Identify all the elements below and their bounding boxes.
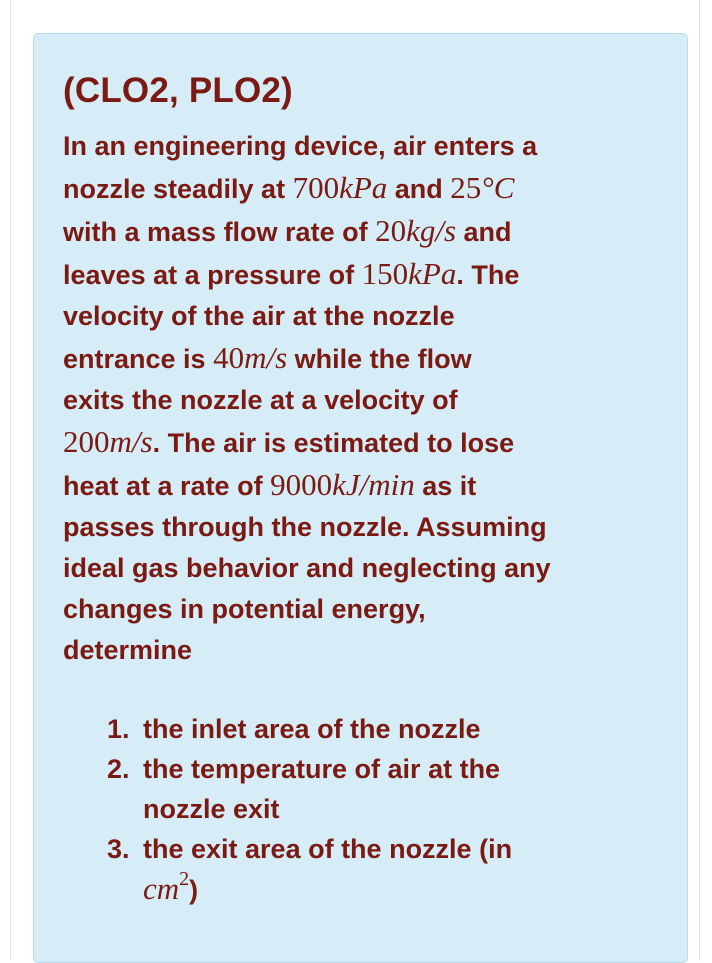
text-line [63, 126, 663, 167]
text-line [63, 380, 663, 421]
question-content [63, 66, 663, 910]
list-item [107, 829, 663, 910]
math-exit-velocity: 200m/s [63, 424, 153, 459]
text-line [63, 296, 663, 337]
line-text: entrance is [63, 344, 214, 374]
list-item-text: the inlet area of the nozzle [143, 714, 481, 744]
line-text: In an engineering device, air enters a [63, 131, 538, 161]
line-text: ideal gas behavior and neglecting any [63, 553, 551, 583]
question-paragraph [63, 126, 663, 671]
text-line [63, 589, 663, 630]
list-item-text: the temperature of air at the [143, 754, 501, 784]
text-line [63, 507, 663, 548]
line-text: heat at a rate of [63, 471, 271, 501]
line-text: as it [414, 471, 477, 501]
line-text: changes in potential energy, [63, 594, 426, 624]
list-item-number: 2. [107, 754, 130, 784]
math-area-unit: $cm^2$ [143, 868, 190, 906]
line-text: nozzle steadily at [63, 174, 293, 204]
text-line [63, 421, 663, 464]
math-inlet-pressure: 700kPa [292, 170, 388, 205]
math-inlet-velocity: 40m/s [213, 340, 288, 375]
line-text: with a mass flow rate of [63, 217, 376, 247]
line-text: . The air is estimated to lose [152, 428, 515, 458]
line-text: leaves at a pressure of [63, 260, 362, 290]
text-line [63, 167, 663, 210]
list-item [107, 749, 663, 829]
line-text: and [456, 217, 512, 247]
list-item-text: nozzle exit [143, 794, 280, 824]
line-text: . The [456, 260, 520, 290]
line-text: velocity of the air at the nozzle [63, 301, 455, 331]
math-inlet-temperature: 25°C [450, 170, 515, 205]
line-text: determine [63, 635, 193, 665]
text-line [63, 630, 663, 671]
list-item-text: $cm^2$) [143, 868, 199, 906]
math-exit-pressure: 150kPa [361, 256, 457, 291]
text-line [63, 548, 663, 589]
list-item-number: 1. [107, 714, 130, 744]
text-line [63, 464, 663, 507]
line-text: passes through the nozzle. Assuming [63, 512, 547, 542]
math-heat-loss: 9000kJ/min [270, 467, 415, 502]
question-title: (CLO2, PLO2) [63, 71, 293, 110]
task-list [107, 709, 663, 910]
line-text: while the flow [287, 344, 472, 374]
list-item [107, 709, 663, 749]
math-mass-flow: 20kg/s [375, 213, 457, 248]
text-line [63, 337, 663, 380]
line-text: and [387, 174, 451, 204]
line-text: exits the nozzle at a velocity of [63, 385, 458, 415]
text-line [63, 210, 663, 253]
list-item-text: the exit area of the nozzle (in [143, 834, 513, 864]
list-item-number: 3. [107, 834, 130, 864]
text-line [63, 253, 663, 296]
